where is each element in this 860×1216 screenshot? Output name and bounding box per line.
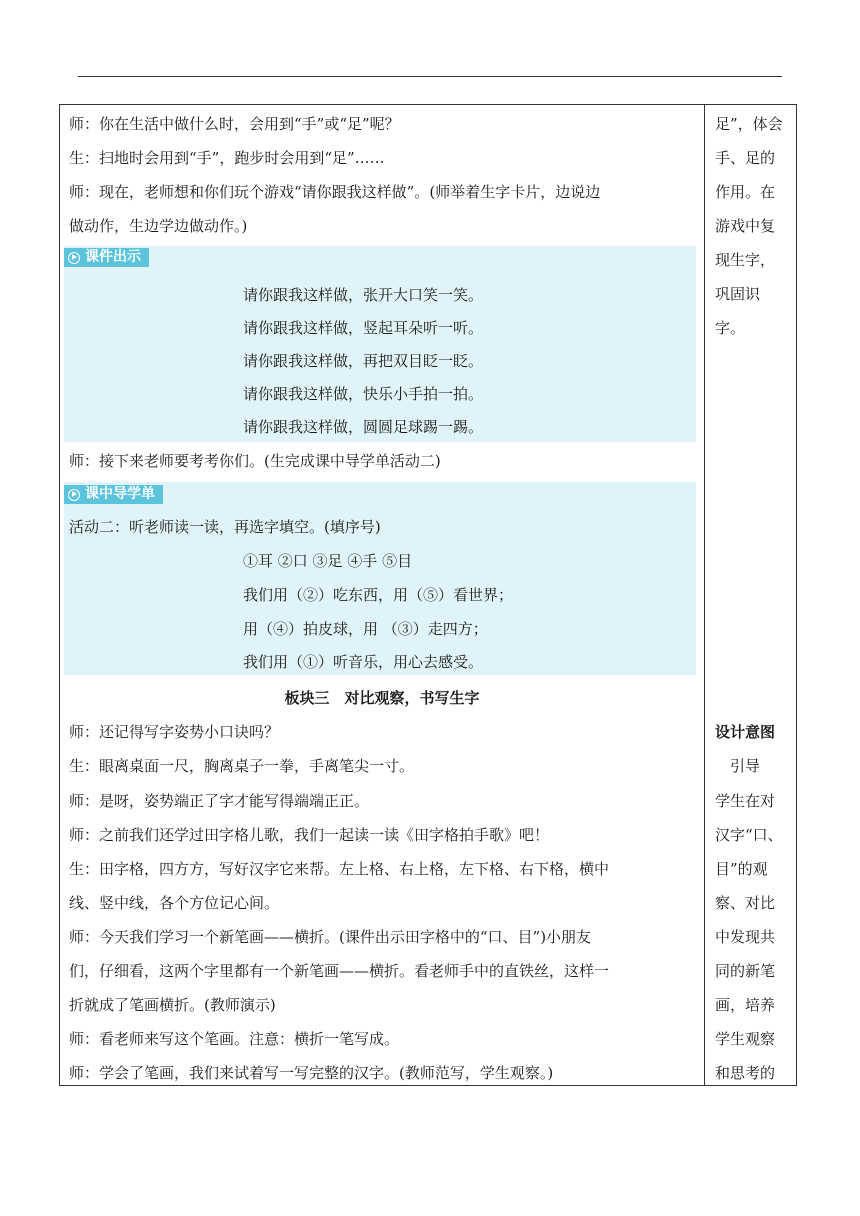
courseware-panel	[64, 246, 696, 442]
courseware-line: 请你跟我这样做，快乐小手拍一拍。	[243, 385, 484, 403]
dialog-line: 师：现在，老师想和你们玩个游戏“请你跟我这样做”。(师举着生字卡片，边说边	[69, 183, 601, 201]
side-note-line: 足”，体会	[715, 115, 783, 133]
dialog-line: 师：学会了笔画，我们来试着写一写完整的汉字。(教师范写，学生观察。)	[69, 1064, 554, 1082]
header-rule	[78, 76, 782, 77]
courseware-line: 请你跟我这样做，圆圆足球踢一踢。	[243, 418, 484, 436]
side-note-line: 目”的观	[715, 860, 768, 878]
dialog-line: 做动作，生边学边做动作。)	[69, 217, 248, 235]
courseware-tag	[64, 248, 149, 267]
dialog-line: 师：看老师来写这个笔画。注意：横折一笔写成。	[69, 1030, 400, 1048]
guide-line: ①耳 ②口 ③足 ④手 ⑤目	[243, 552, 413, 570]
side-note-line: 学生观察	[715, 1030, 776, 1048]
dialog-line: 生：眼离桌面一尺，胸离桌子一拳，手离笔尖一寸。	[69, 757, 415, 775]
dialog-line: 线、竖中线，各个方位记心间。	[69, 894, 280, 912]
side-note-line: 字。	[715, 319, 746, 337]
guide-intro: 活动二：听老师读一读，再选字填空。(填序号)	[69, 518, 381, 536]
side-note-line: 游戏中复	[715, 217, 776, 235]
side-note-line: 同的新笔	[715, 962, 776, 980]
side-note-line: 巩固识	[715, 285, 761, 303]
side-note-line: 学生在对	[715, 792, 776, 810]
dialog-line: 师：接下来老师要考考你们。(生完成课中导学单活动二)	[69, 452, 441, 470]
dialog-line: 师：你在生活中做什么时，会用到“手”或“足”呢？	[69, 115, 400, 133]
design-intent-title: 设计意图	[715, 723, 776, 741]
dialog-line: 生：田字格，四方方，写好汉字它来帮。左上格、右上格，左下格、右下格，横中	[69, 860, 610, 878]
teaching-process-column	[60, 105, 704, 1085]
guide-line: 我们用（②）吃东西，用（⑤）看世界；	[243, 586, 514, 604]
lesson-table	[59, 104, 797, 1086]
guide-line: 我们用（①）听音乐，用心去感受。	[243, 653, 484, 671]
courseware-tag-label: 课件出示	[85, 249, 141, 265]
side-note-line: 中发现共	[715, 928, 776, 946]
play-icon	[68, 252, 80, 264]
side-note-line: 引导	[715, 757, 761, 775]
dialog-line: 师：今天我们学习一个新笔画——横折。(课件出示田字格中的“口、目”)小朋友	[69, 928, 592, 946]
section-heading: 板块三 对比观察，书写生字	[284, 689, 480, 707]
guide-tag-label: 课中导学单	[85, 486, 155, 502]
courseware-line: 请你跟我这样做，竖起耳朵听一听。	[243, 319, 484, 337]
design-intent-column	[705, 105, 797, 1085]
dialog-line: 生：扫地时会用到“手”，跑步时会用到“足”……	[69, 149, 385, 167]
side-note-line: 现生字，	[715, 251, 776, 269]
guide-line: 用（④）拍皮球，用 （③）走四方；	[243, 620, 488, 638]
dialog-line: 们，仔细看，这两个字里都有一个新笔画——横折。看老师手中的直铁丝，这样一	[69, 962, 610, 980]
side-note-line: 作用。在	[715, 183, 776, 201]
side-note-line: 和思考的	[715, 1064, 776, 1082]
courseware-line: 请你跟我这样做，张开大口笑一笑。	[243, 286, 484, 304]
side-note-line: 汉字“口、	[715, 826, 783, 844]
side-note-line: 手、足的	[715, 149, 776, 167]
side-note-line: 察、对比	[715, 894, 776, 912]
dialog-line: 师：之前我们还学过田字格儿歌，我们一起读一读《田字格拍手歌》吧！	[69, 826, 550, 844]
guide-tag	[64, 485, 163, 504]
dialog-line: 师：是呀，姿势端正了字才能写得端端正正。	[69, 792, 370, 810]
dialog-line: 折就成了笔画横折。(教师演示)	[69, 996, 276, 1014]
courseware-line: 请你跟我这样做，再把双目眨一眨。	[243, 352, 484, 370]
side-note-line: 画，培养	[715, 996, 776, 1014]
dialog-line: 师：还记得写字姿势小口诀吗？	[69, 723, 280, 741]
guide-panel	[64, 482, 696, 675]
play-icon	[68, 489, 80, 501]
